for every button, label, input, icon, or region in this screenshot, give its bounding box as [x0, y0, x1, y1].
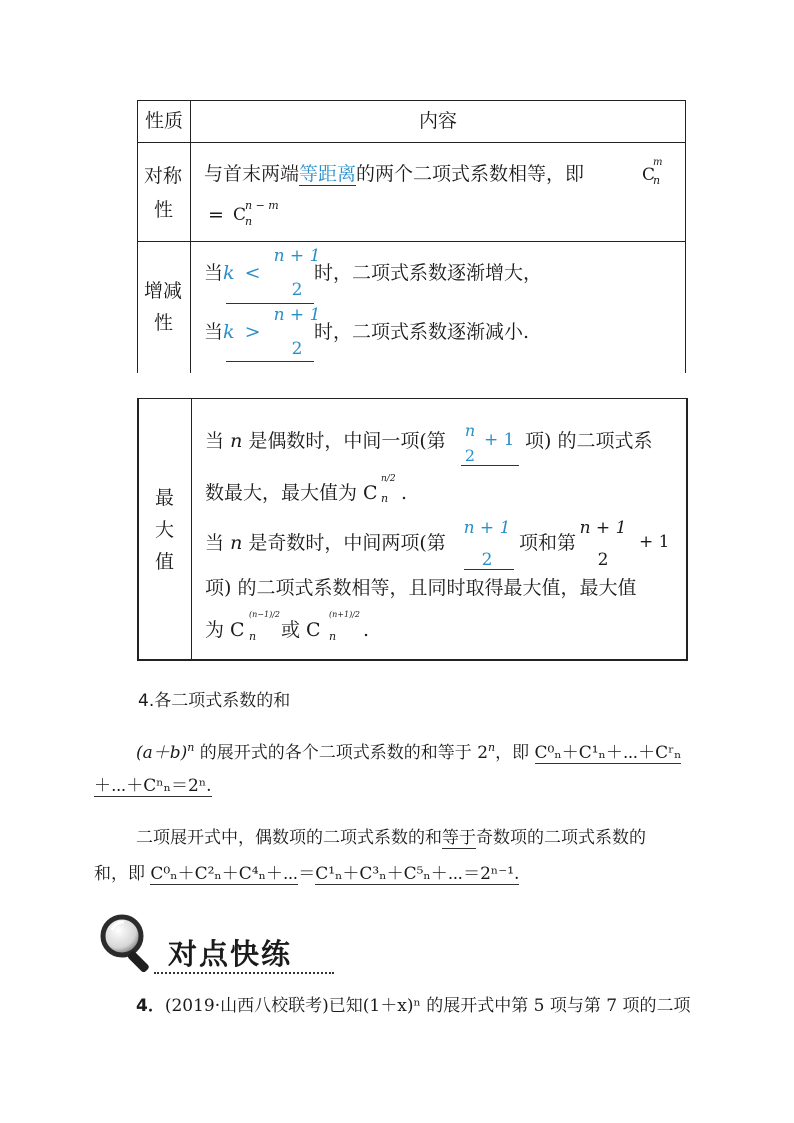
question-4: 4．(2019·山西八校联考)已知(1＋x)ⁿ 的展开式中第 5 项与第 7 项的二项: [136, 996, 691, 1016]
section4-paragraph-2-cont: 和，即 C⁰ₙ＋C²ₙ＋C⁴ₙ＋⋯＝C¹ₙ＋C³ₙ＋C⁵ₙ＋⋯＝2ⁿ⁻¹.: [94, 864, 520, 884]
section4-paragraph-1: $(a+b)^n$ 的展开式的各个二项式系数的和等于 2$^n$，即 C⁰ₙ＋C¹ₙ＋⋯＋Cʳₙ: [136, 741, 682, 763]
increasing-line: 当k <: [204, 262, 261, 284]
max-line-3b: 项和第: [519, 532, 577, 554]
section-heading: 4.各二项式系数的和: [138, 691, 291, 711]
section4-paragraph-2: 二项展开式中，偶数项的二项式系数的和等于奇数项的二项式系数的: [136, 828, 646, 848]
max-line-3a: 当 n 是奇数时，中间两项(第: [205, 532, 446, 554]
monotonic-row: [138, 242, 685, 373]
equals-term: 等于: [442, 828, 476, 848]
symmetry-line-1: 与首末两端等距离的两个二项式系数相等，即: [204, 163, 585, 185]
max-line-2: 数最大，最大值为 C: [205, 482, 378, 504]
banner-dotted-rule: [154, 972, 334, 974]
symmetry-row: [138, 143, 685, 242]
fraction-n-plus-1-over-2-c: n + 1 2: [463, 518, 511, 570]
fraction-n-over-2: n 2: [464, 421, 476, 465]
sum-formula-2: ＋⋯＋Cⁿₙ＝2ⁿ.: [94, 776, 212, 796]
sum-formula-1: C⁰ₙ＋C¹ₙ＋⋯＋Cʳₙ: [534, 743, 682, 763]
maximum-label: 最 大 值: [139, 399, 192, 659]
max-line-3c: + 1: [639, 532, 670, 552]
magnifier-icon: [98, 912, 158, 976]
max-line-1a: 当 n 是偶数时，中间一项(第: [205, 430, 446, 452]
blank-line-2: [226, 361, 314, 362]
even-sum-formula: C⁰ₙ＋C²ₙ＋C⁴ₙ＋⋯: [150, 864, 299, 884]
max-line-4: 项) 的二项式系数相等，且同时取得最大值，最大值: [205, 577, 637, 599]
practice-banner: [98, 912, 338, 978]
fraction-n-plus-1-over-2: n + 1 2: [273, 246, 321, 300]
max-line-5-or: 或 C: [281, 619, 321, 641]
fraction-n-plus-1-over-2-d: n + 1 2: [579, 518, 627, 570]
header-property: 性质: [138, 101, 191, 142]
practice-title: 对点快练: [168, 937, 293, 971]
table-header-row: [138, 101, 685, 143]
blank-line-1: [226, 303, 314, 304]
binomial-c-m-n: C m n: [642, 157, 663, 187]
property-table-bottom: 最 大 值 当 n 是偶数时，中间一项(第 n 2 + 1 项) 的二项式系 数最大，最大值为 C n/2 n . 当 n 是奇数时，中间两项(第 n + 1 2 项和第 n + 1 2 + 1 项) 的二项式系数相等，且同时取得最大值，最大值 为 C (n−1)/2 n 或 C (n+1)/2 n .: [137, 398, 688, 661]
decreasing-line: 当k >: [204, 321, 261, 343]
binomial-c-nm-n: C n − m n: [233, 199, 279, 228]
header-content: 内容: [418, 110, 457, 132]
plus-one: + 1: [484, 430, 515, 450]
max-line-5: 为 C: [205, 619, 245, 641]
max-line-1b: 项) 的二项式系: [525, 430, 653, 452]
fraction-n-plus-1-over-2-b: n + 1 2: [273, 305, 321, 359]
monotonic-label: 增减 性: [138, 242, 191, 373]
decreasing-text: 时，二项式系数逐渐减小.: [314, 321, 530, 343]
symmetry-label: 对称 性: [138, 143, 191, 241]
blank-line-4: [464, 569, 514, 570]
question-source: (2019·山西八校联考): [164, 996, 329, 1016]
blank-line-3: [461, 465, 519, 466]
symmetry-line-2: =: [208, 204, 224, 226]
equidistant-term: 等距离: [299, 163, 357, 185]
property-table-top: [137, 100, 686, 373]
increasing-text: 时，二项式系数逐渐增大，: [314, 262, 543, 284]
section4-paragraph-1-cont: [94, 778, 212, 795]
odd-sum-formula: C¹ₙ＋C³ₙ＋C⁵ₙ＋⋯＝2ⁿ⁻¹.: [315, 864, 520, 884]
